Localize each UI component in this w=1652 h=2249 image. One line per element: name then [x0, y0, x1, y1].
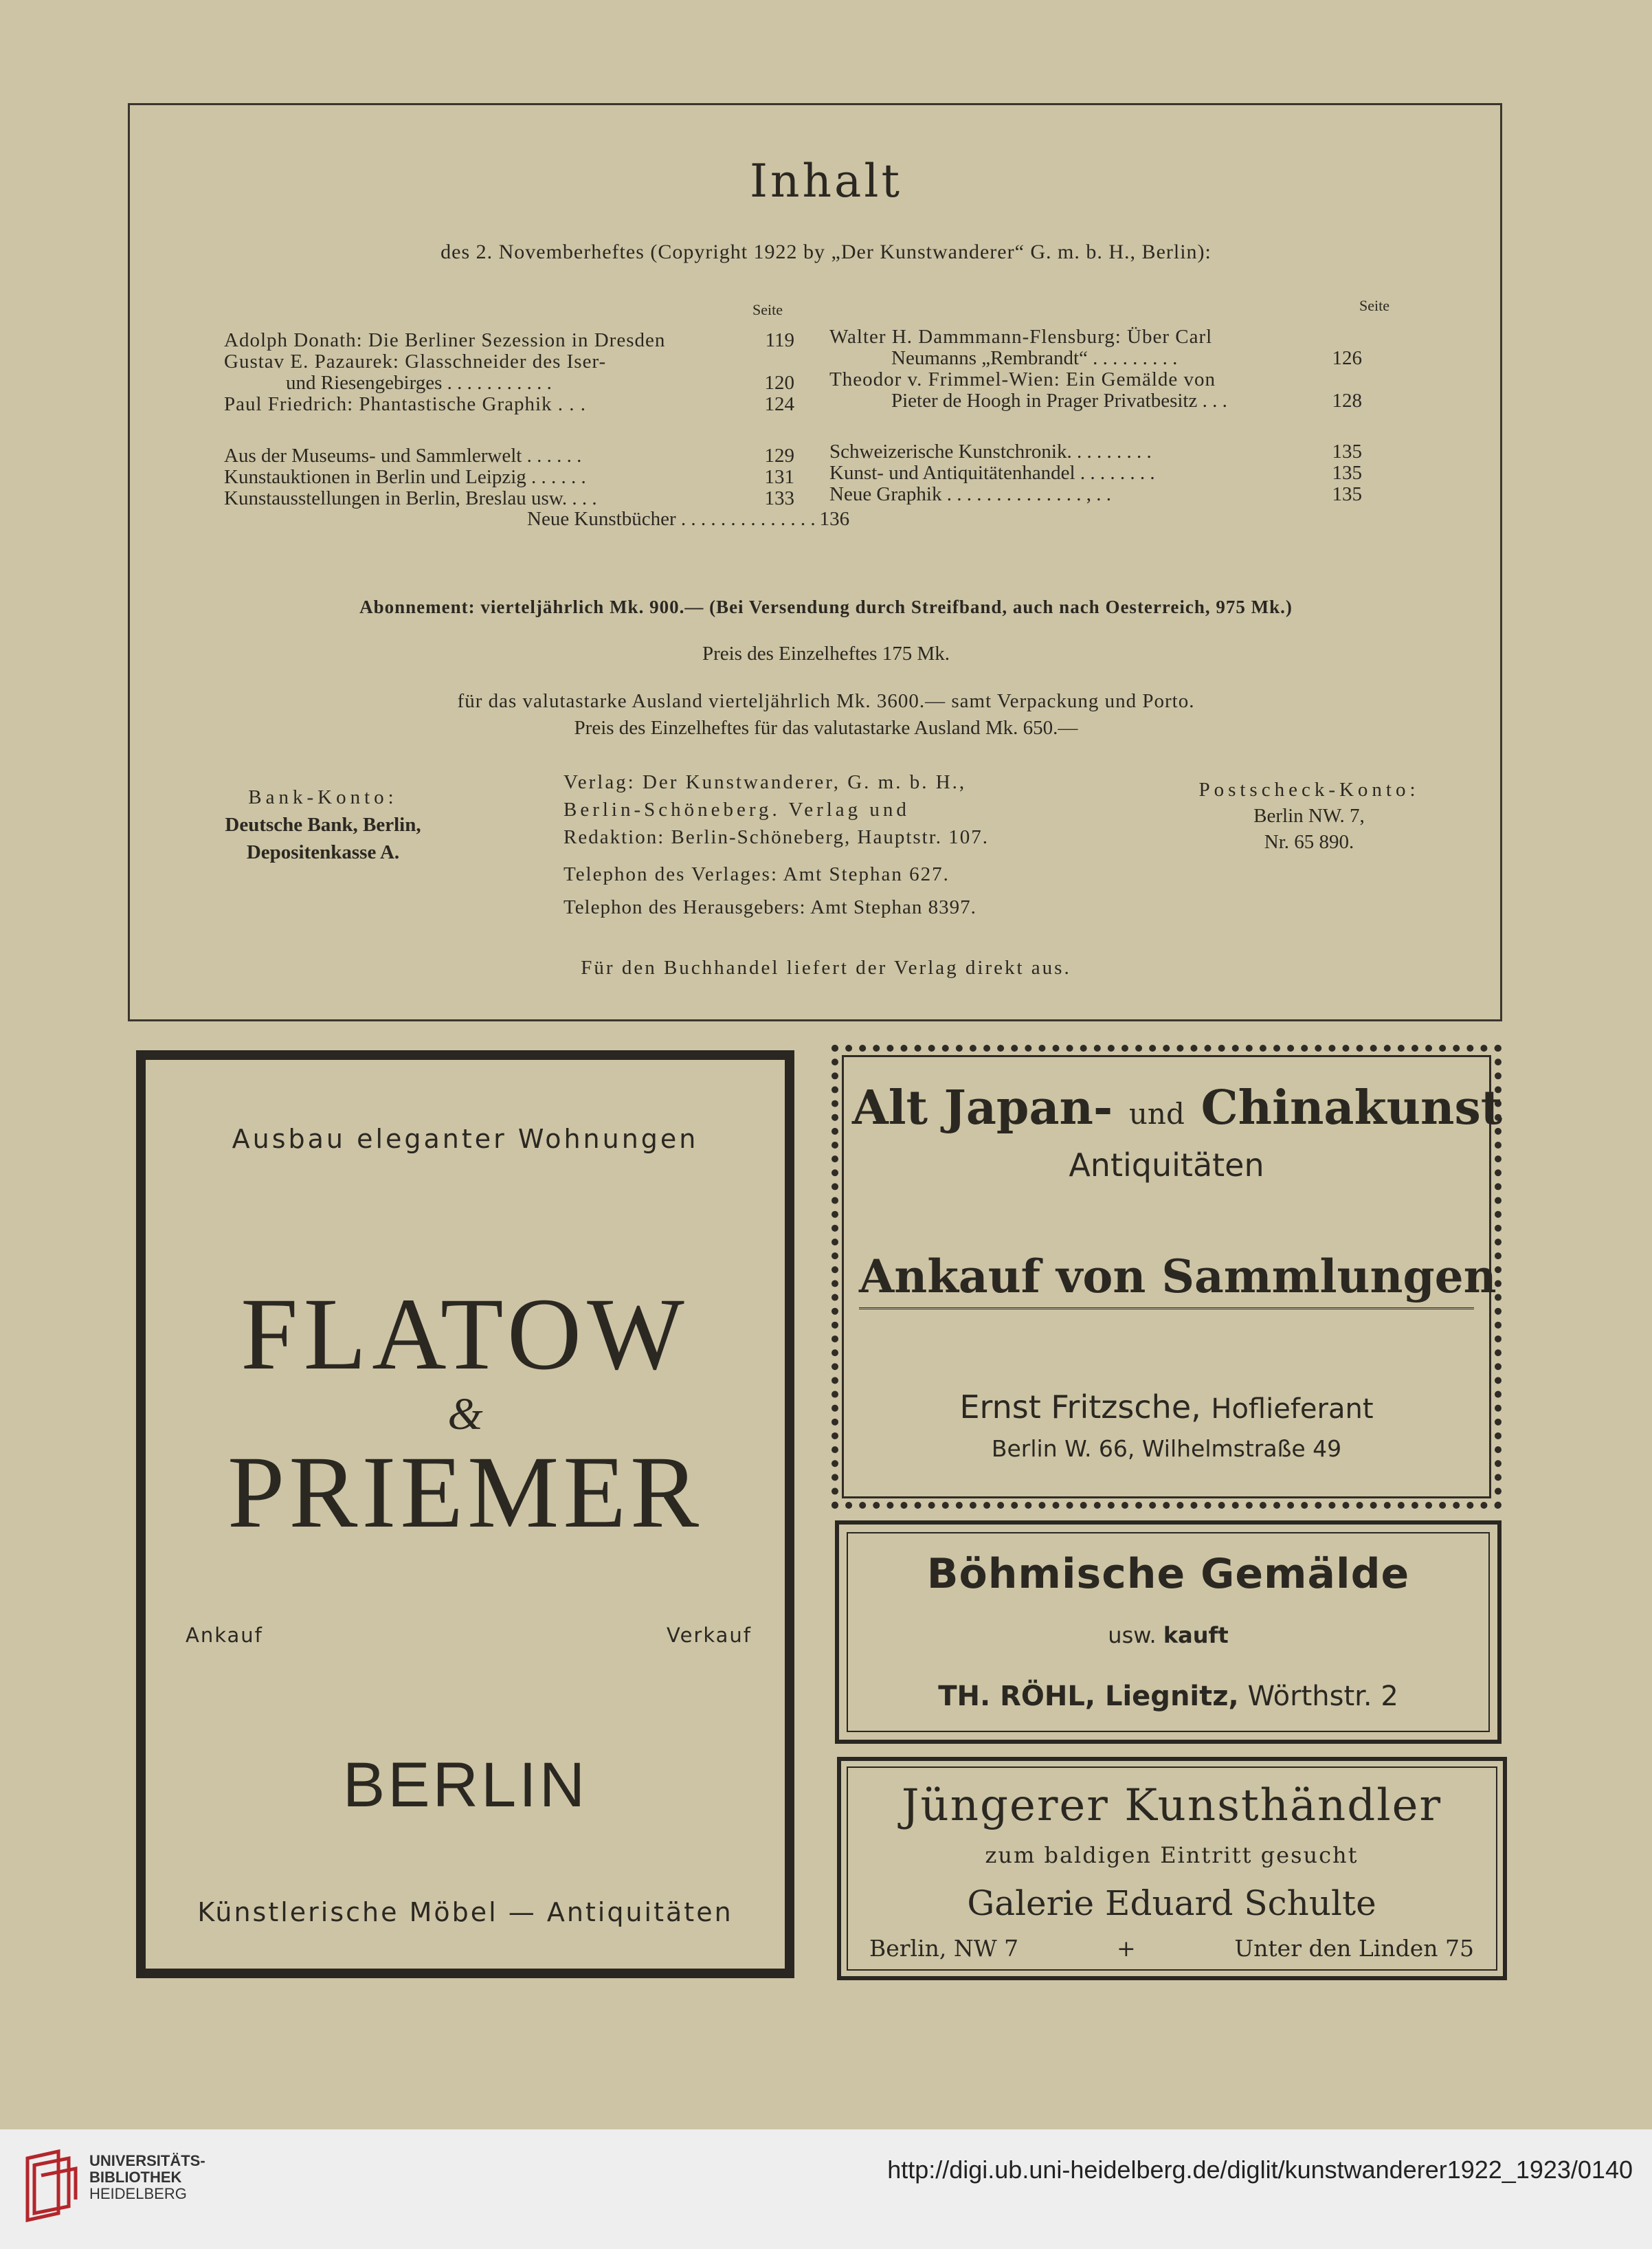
toc-right-2 — [829, 441, 1362, 505]
ad-boehm-sub — [852, 1622, 1484, 1648]
toc-entry-page: 133 — [764, 487, 794, 509]
ad-boehm-name: TH. RÖHL, Liegnitz, — [938, 1681, 1239, 1712]
toc-entry — [224, 394, 794, 415]
toc-entry-page: 135 — [1332, 441, 1362, 463]
bank-label: Bank-Konto: — [248, 786, 398, 808]
logo-line: HEIDELBERG — [89, 2185, 187, 2202]
toc-entry-page: 136 — [819, 508, 850, 530]
ad-japan-sub: Antiquitäten — [1069, 1146, 1264, 1184]
toc-entry-text: Pieter de Hoogh in Prager Privatbesitz . . . — [891, 390, 1227, 412]
toc-entry-text: Theodor v. Frimmel-Wien: Ein Gemälde von — [829, 368, 1216, 390]
toc-entry-text: Aus der Museums- und Sammlerwelt . . . . . . — [224, 445, 582, 467]
toc-entry — [829, 463, 1362, 484]
toc-entry-text: und Riesengebirges . . . . . . . . . . . — [286, 372, 552, 394]
toc-left — [224, 330, 794, 415]
ad-boehm-street: Wörthstr. 2 — [1247, 1681, 1398, 1712]
toc-entry-text: Walter H. Dammmann-Flensburg: Über Carl — [829, 326, 1213, 348]
buchhandel-note: Für den Buchhandel liefert der Verlag direkt aus. — [581, 957, 1071, 979]
toc-entry-page: 120 — [764, 372, 794, 394]
contents-subtitle: des 2. Novemberheftes (Copyright 1922 by „Der Kunstwanderer“ G. m. b. H., Berlin): — [440, 241, 1212, 263]
toc-entry — [829, 326, 1362, 348]
abonnement: Abonnement: vierteljährlich Mk. 900.— (Bei Versendung durch Streifband, auch nach Oesterreich, 975 Mk.) — [359, 597, 1293, 617]
library-logo-text — [89, 2153, 205, 2202]
einzelheft-price: Preis des Einzelheftes 175 Mk. — [702, 643, 950, 665]
bank-account — [199, 784, 447, 866]
toc-entry-page: 126 — [1332, 347, 1362, 369]
toc-entry — [829, 369, 1362, 390]
ad-flatow-verkauf: Verkauf — [667, 1624, 752, 1647]
ad-japan-dealer — [852, 1388, 1481, 1426]
ad-flatow-tagline: Ausbau eleganter Wohnungen — [232, 1124, 699, 1154]
verlag-info — [563, 768, 989, 921]
ad-boehm-sub-bold: kauft — [1163, 1622, 1229, 1648]
toc-entry-text: Neue Kunstbücher . . . . . . . . . . . . . . — [527, 508, 816, 530]
footer-url-link[interactable]: http://digi.ub.uni-heidelberg.de/diglit/kunstwanderer1922_1923/0140 — [887, 2156, 1633, 2184]
ad-japan-ankauf: Ankauf von Sammlungen — [859, 1250, 1474, 1309]
contents-title: Inhalt — [749, 155, 903, 208]
ad-japan-head-1: Alt Japan- — [852, 1081, 1113, 1135]
toc-entry — [224, 351, 794, 373]
ad-kunst-address — [869, 1935, 1474, 1962]
ad-japan-head-2: Chinakunst — [1201, 1081, 1503, 1135]
logo-line: UNIVERSITÄTS- — [89, 2152, 205, 2169]
ad-flatow-name-1: FLATOW — [241, 1277, 690, 1391]
toc-entry-page: 119 — [765, 329, 794, 351]
toc-entry — [224, 373, 794, 394]
ad-japan-title: Hoflieferant — [1211, 1393, 1374, 1425]
ad-japan-name: Ernst Fritzsche, — [959, 1388, 1201, 1426]
toc-right — [829, 326, 1362, 412]
toc-entry — [829, 390, 1362, 412]
library-footer — [0, 2129, 1652, 2249]
telephon-verlag: Telephon des Verlages: Amt Stephan 627. — [563, 863, 950, 885]
verlag-line: Berlin-Schöneberg. Verlag und — [563, 799, 910, 821]
toc-entry-text: Kunstausstellungen in Berlin, Breslau usw. . . . — [224, 487, 597, 509]
toc-entry-text: Gustav E. Pazaurek: Glasschneider des Iser- — [224, 351, 607, 373]
toc-entry-text: Neue Graphik . . . . . . . . . . . . . . , . . — [829, 483, 1111, 505]
toc-entry — [829, 348, 1362, 369]
ad-japan-headline — [852, 1081, 1503, 1135]
ad-kunst-addr-sep: + — [1117, 1935, 1136, 1962]
toc-entry — [224, 330, 794, 351]
toc-entry-page: 124 — [764, 393, 794, 415]
bank-branch: Depositenkasse A. — [246, 841, 400, 863]
ad-boehm-dealer — [852, 1681, 1484, 1712]
ad-flatow-ampersand: & — [447, 1389, 483, 1439]
toc-entry-page: 129 — [764, 445, 794, 467]
verlag-line: Redaktion: Berlin-Schöneberg, Hauptstr. 107. — [563, 826, 990, 848]
toc-center — [527, 509, 849, 530]
toc-entry-text: Kunst- und Antiquitätenhandel . . . . . . . . — [829, 462, 1155, 484]
toc-entry-text: Paul Friedrich: Phantastische Graphik . . . — [224, 393, 587, 415]
toc-entry — [224, 467, 794, 488]
ad-boehm-head: Böhmische Gemälde — [926, 1550, 1410, 1598]
ad-kunst-addr-left: Berlin, NW 7 — [869, 1935, 1019, 1962]
toc-left-2 — [224, 445, 794, 509]
toc-entry-text: Neumanns „Rembrandt“ . . . . . . . . . — [891, 347, 1178, 369]
ad-flatow-ankauf: Ankauf — [186, 1624, 263, 1647]
seite-label-left: Seite — [752, 301, 783, 318]
ad-boehm-sub-pre: usw. — [1108, 1622, 1157, 1648]
ad-japan-address: Berlin W. 66, Wilhelmstraße 49 — [991, 1435, 1342, 1462]
toc-entry-page: 128 — [1332, 390, 1362, 412]
postscheck-label: Postscheck-Konto: — [1198, 779, 1420, 801]
toc-entry-text: Adolph Donath: Die Berliner Sezession in Dresden — [224, 329, 666, 351]
toc-entry-page: 135 — [1332, 483, 1362, 505]
ad-flatow-city: BERLIN — [342, 1750, 588, 1820]
ausland-einzelheft: Preis des Einzelheftes für das valutastarke Ausland Mk. 650.— — [574, 717, 1078, 739]
ad-kunst-sub: zum baldigen Eintritt gesucht — [985, 1842, 1359, 1868]
toc-entry — [224, 445, 794, 467]
toc-entry-page: 131 — [764, 466, 794, 488]
seite-label-right: Seite — [1359, 297, 1389, 314]
ad-kunst-gallery: Galerie Eduard Schulte — [967, 1883, 1376, 1923]
bank-name: Deutsche Bank, Berlin, — [225, 814, 421, 836]
ad-kunst-head: Jüngerer Kunsthändler — [901, 1780, 1442, 1831]
telephon-herausgeber: Telephon des Herausgebers: Amt Stephan 8397. — [563, 896, 976, 918]
ad-kunst-addr-right: Unter den Linden 75 — [1234, 1935, 1474, 1962]
verlag-line: Verlag: Der Kunstwanderer, G. m. b. H., — [563, 771, 967, 793]
ausland-price: für das valutastarke Ausland vierteljährlich Mk. 3600.— samt Verpackung und Porto. — [457, 690, 1195, 712]
toc-entry — [829, 484, 1362, 505]
postscheck-city: Berlin NW. 7, — [1253, 805, 1365, 827]
toc-entry — [224, 488, 794, 509]
toc-entry-page: 135 — [1332, 462, 1362, 484]
ad-japan-head-und: und — [1128, 1097, 1185, 1131]
logo-line: BIBLIOTHEK — [89, 2169, 182, 2186]
university-library-logo-icon — [21, 2148, 82, 2224]
ad-flatow-footer: Künstlerische Möbel — Antiquitäten — [197, 1897, 733, 1927]
ad-flatow-name-2: PRIEMER — [227, 1435, 704, 1549]
toc-entry-text: Schweizerische Kunstchronik. . . . . . . . . — [829, 441, 1152, 463]
postscheck-account — [1182, 777, 1436, 855]
postscheck-number: Nr. 65 890. — [1264, 831, 1354, 853]
toc-entry-text: Kunstauktionen in Berlin und Leipzig . . . . . . — [224, 466, 586, 488]
toc-entry — [829, 441, 1362, 463]
